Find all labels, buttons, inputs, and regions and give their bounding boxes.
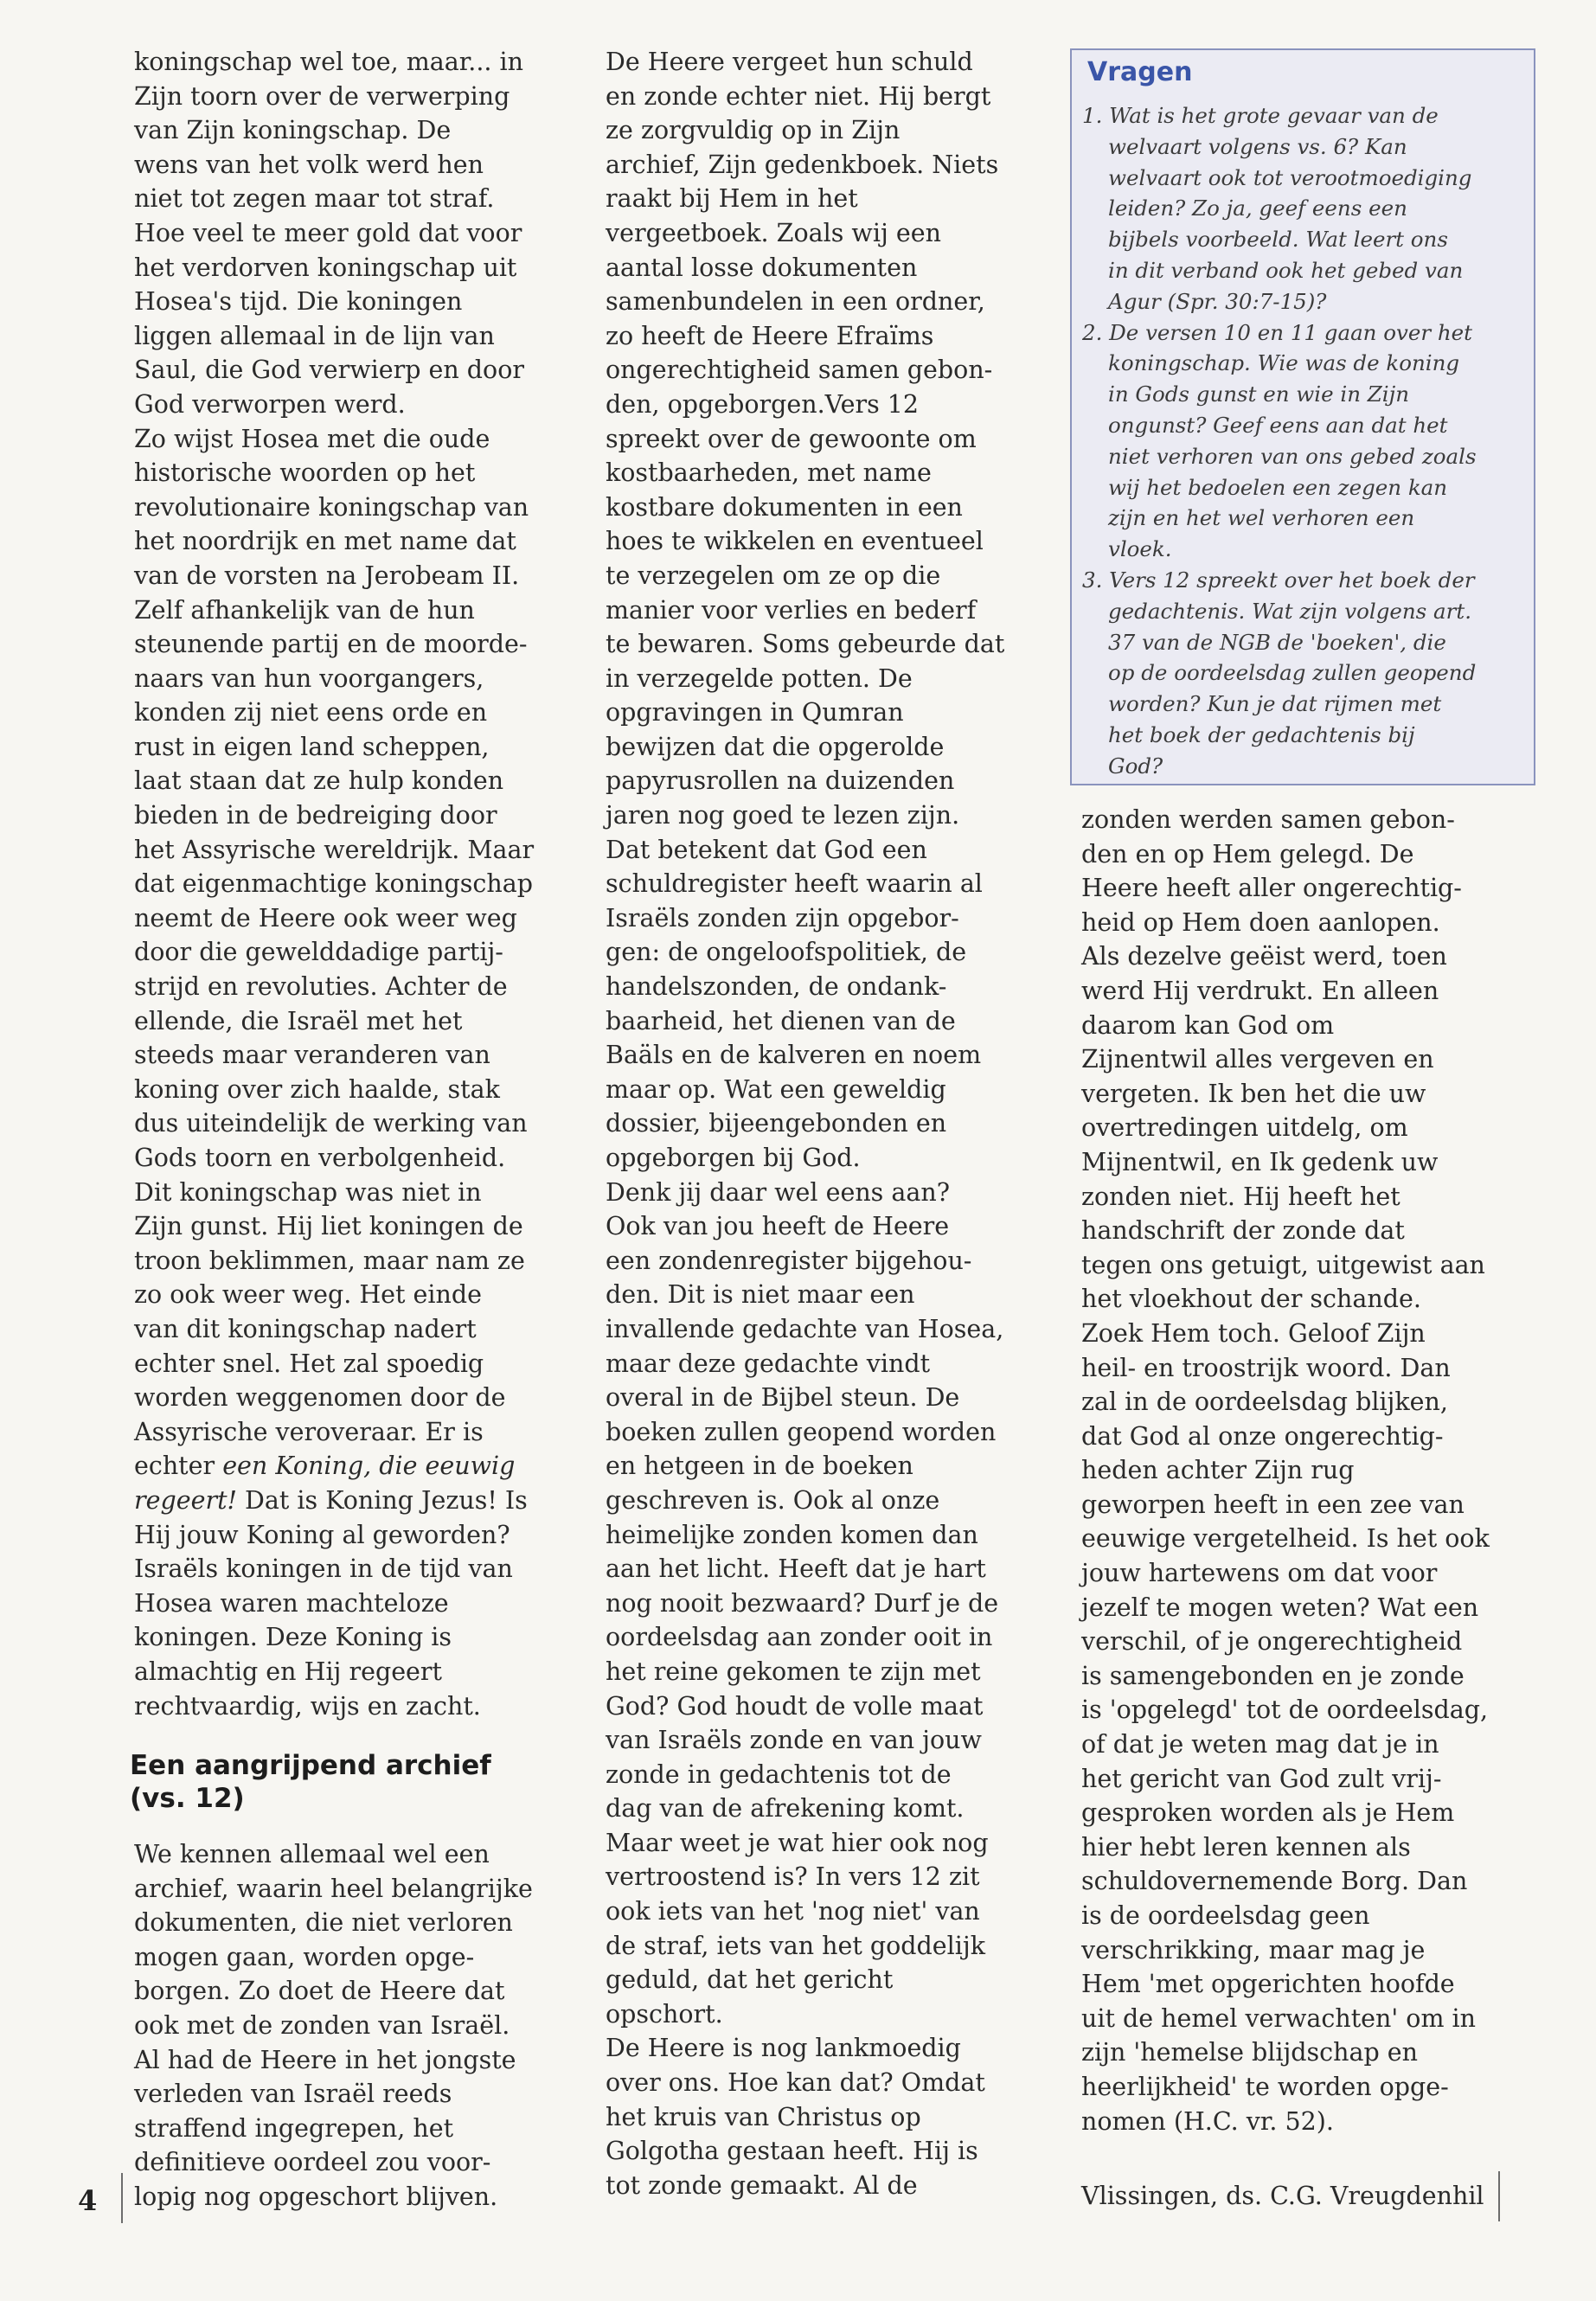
text-line: geschreven is. Ook al onze <box>606 1485 940 1515</box>
text-line: kostbare dokumenten in een <box>606 492 963 522</box>
text-line: niet verhoren van ons gebed zoals <box>1108 443 1477 469</box>
text-line: Heere heeft aller ongerechtig- <box>1081 874 1462 903</box>
text-line: Als dezelve geëist werd, toen <box>1081 942 1447 971</box>
text-line: het verdorven koningschap uit <box>134 253 517 282</box>
text-line: op de oordeelsdag zullen geopend <box>1108 660 1477 686</box>
text-line: schuldregister heeft waarin al <box>606 869 983 899</box>
text-line: dag van de afrekening komt. <box>606 1794 965 1823</box>
column-3 <box>1081 803 1531 2138</box>
text-line: ze zorgvuldig op in Zijn <box>606 116 901 145</box>
emphasis-text: een Koning, die eeuwig <box>222 1452 516 1481</box>
text-line: konden zij niet eens orde en <box>134 698 488 727</box>
text-line: spreekt over de gewoonte om <box>606 424 977 453</box>
text-line: revolutionaire koningschap van <box>134 492 529 522</box>
section-heading-verse: (vs. 12) <box>130 1783 245 1814</box>
text-line: Al had de Heere in het jongste <box>134 2045 516 2074</box>
section-heading-title: Een aangrijpend archief <box>130 1750 491 1781</box>
text-line: neemt de Heere ook weer weg <box>134 903 517 933</box>
text-line: ellende, die Israël met het <box>134 1006 463 1035</box>
section-heading <box>130 1749 491 1815</box>
text-line: Zijnentwil alles vergeven en <box>1081 1045 1434 1074</box>
text-line: straffend ingegrepen, het <box>134 2113 454 2143</box>
text-line: gen: de ongeloofspolitiek, de <box>606 938 967 967</box>
text-line: de straf, iets van het goddelijk <box>606 1931 985 1960</box>
text-line: Zoek Hem toch. Geloof Zijn <box>1081 1318 1426 1348</box>
text-line: van Zijn koningschap. De <box>134 116 452 145</box>
text-line: God? <box>1108 753 1163 779</box>
text-line: 2. De versen 10 en 11 gaan over het <box>1082 319 1472 345</box>
text-line: Saul, die God verwierp en door <box>134 356 524 385</box>
text-line: worden weggenomen door de <box>134 1383 506 1413</box>
text-line: steunende partij en de moorde- <box>134 630 528 659</box>
text-line: te verzegelen om ze op die <box>606 561 941 590</box>
text-line: archief, waarin heel belangrijke <box>134 1874 533 1903</box>
text-line <box>134 1449 567 1484</box>
text-line: Gods toorn en verbolgenheid. <box>134 1144 506 1172</box>
text-line: baarheid, het dienen van de <box>606 1006 956 1035</box>
text-line: dat eigenmachtige koningschap <box>134 869 533 899</box>
text-line: oordeelsdag aan zonder ooit in <box>606 1623 993 1652</box>
text-line: heil- en troostrijk woord. Dan <box>1081 1353 1451 1382</box>
text-line: opgravingen in Qumran <box>606 698 904 727</box>
text-line: God verworpen werd. <box>134 389 406 419</box>
text-line: zo ook weer weg. Het einde <box>134 1280 482 1310</box>
text-line: het gericht van God zult vrij- <box>1081 1764 1442 1793</box>
text-line: rust in eigen land scheppen, <box>134 732 490 761</box>
text-line: aantal losse dokumenten <box>606 253 918 282</box>
text-line: over ons. Hoe kan dat? Omdat <box>606 2068 985 2098</box>
text-line: overal in de Bijbel steun. De <box>606 1383 960 1413</box>
text-line: Assyrische veroveraar. Er is <box>134 1417 484 1446</box>
text-line: Agur (Spr. 30:7-15)? <box>1108 288 1327 314</box>
text-line: is de oordeelsdag geen <box>1081 1901 1370 1930</box>
text-line: ongunst? Geef eens aan dat het <box>1108 412 1448 438</box>
text-line: opschort. <box>606 1999 723 2029</box>
text-line: worden? Kun je dat rijmen met <box>1108 691 1442 717</box>
text-line: zijn en het wel verhoren een <box>1108 505 1415 531</box>
text-line: en hetgeen in de boeken <box>606 1452 913 1481</box>
text-line: 1. Wat is het grote gevaar van de <box>1082 103 1439 128</box>
text-line: Golgotha gestaan heeft. Hij is <box>606 2137 978 2166</box>
text-line: en zonde echter niet. Hij bergt <box>606 81 991 111</box>
text-line: te bewaren. Soms gebeurde dat <box>606 630 1005 659</box>
text-line: het noordrijk en met name dat <box>134 527 516 556</box>
text-line: Dit koningschap was niet in <box>134 1177 482 1207</box>
text-line: wij het bedoelen een zegen kan <box>1108 474 1448 500</box>
text-line: koningschap wel toe, maar... in <box>134 48 523 76</box>
text-line: ook iets van het 'nog niet' van <box>606 1897 980 1926</box>
text-line: troon beklimmen, maar nam ze <box>134 1246 525 1275</box>
text-line: bijbels voorbeeld. Wat leert ons <box>1108 227 1448 253</box>
questions-box <box>1070 48 1535 785</box>
text-line: verleden van Israël reeds <box>134 2080 452 2109</box>
text-line: hier hebt leren kennen als <box>1081 1832 1411 1862</box>
text-fragment: Dat is Koning Jezus! Is <box>237 1485 528 1515</box>
text-line: maar deze gedachte vindt <box>606 1349 931 1378</box>
text-line: leiden? Zo ja, geef eens een <box>1108 195 1407 221</box>
text-line: Zijn toorn over de verwerping <box>134 81 510 111</box>
text-line: We kennen allemaal wel een <box>134 1840 490 1868</box>
text-line: Israëls zonden zijn opgebor- <box>606 903 959 933</box>
text-line: schuldovernemende Borg. Dan <box>1081 1867 1468 1896</box>
text-line: heimelijke zonden komen dan <box>606 1520 978 1549</box>
column-1 <box>134 45 567 1723</box>
text-line: definitieve oordeel zou voor- <box>134 2148 491 2177</box>
text-line: steeds maar veranderen van <box>134 1041 490 1070</box>
text-line: gedachtenis. Wat zijn volgens art. <box>1108 598 1471 624</box>
text-line: is 'opgelegd' tot de oordeelsdag, <box>1081 1695 1488 1725</box>
text-line: werd Hij verdrukt. En alleen <box>1081 976 1439 1005</box>
text-line: jaren nog goed te lezen zijn. <box>606 801 960 830</box>
text-line: borgen. Zo doet de Heere dat <box>134 1977 505 2006</box>
text-line: van Israëls zonde en van jouw <box>606 1726 982 1755</box>
text-line: heid op Hem doen aanlopen. <box>1081 907 1440 937</box>
text-line: nog nooit bezwaard? Durf je de <box>606 1588 999 1618</box>
text-line: in verzegelde potten. De <box>606 663 913 693</box>
text-line: geduld, dat het gericht <box>606 1965 894 1995</box>
text-line: zal in de oordeelsdag blijken, <box>1081 1388 1448 1417</box>
text-line: wens van het volk werd hen <box>134 150 484 179</box>
text-line: Mijnentwil, en Ik gedenk uw <box>1081 1147 1439 1176</box>
text-line: in Gods gunst en wie in Zijn <box>1108 381 1410 407</box>
signature-rule <box>1498 2171 1500 2221</box>
text-line: den, opgeborgen.Vers 12 <box>606 389 920 419</box>
text-line: dokumenten, die niet verloren <box>134 1908 513 1938</box>
text-line: verschrikking, maar mag je <box>1081 1935 1426 1965</box>
text-line: koningschap. Wie was de koning <box>1108 350 1460 376</box>
text-line: in dit verband ook het gebed van <box>1108 257 1464 283</box>
text-line: hoes te wikkelen en eventueel <box>606 527 984 556</box>
text-line: Maar weet je wat hier ook nog <box>606 1828 989 1857</box>
text-line: Hosea waren machteloze <box>134 1588 449 1618</box>
emphasis-text: regeert! <box>134 1485 237 1515</box>
text-line: een zondenregister bijgehou- <box>606 1246 972 1275</box>
text-line: Hoe veel te meer gold dat voor <box>134 218 522 247</box>
text-line: Denk jij daar wel eens aan? <box>606 1177 950 1207</box>
text-line <box>134 1484 567 1518</box>
text-line: Israëls koningen in de tijd van <box>134 1554 513 1584</box>
text-line: welvaart volgens vs. 6? Kan <box>1108 133 1407 159</box>
text-line: bieden in de bedreiging door <box>134 801 497 830</box>
text-line: Hem 'met opgerichten hoofde <box>1081 1970 1455 1999</box>
text-line: handschrift der zonde dat <box>1081 1216 1405 1246</box>
text-line: tot zonde gemaakt. Al de <box>606 2170 918 2200</box>
text-line: Baäls en de kalveren en noem <box>606 1041 982 1070</box>
text-line: zijn 'hemelse blijdschap en <box>1081 2038 1419 2067</box>
page-number: 4 <box>78 2184 98 2217</box>
text-line: heerlijkheid' te worden opge- <box>1081 2072 1449 2101</box>
text-line: maar op. Wat een geweldig <box>606 1074 946 1104</box>
text-line: nomen (H.C. vr. 52). <box>1081 2106 1334 2136</box>
text-line: Zijn gunst. Hij liet koningen de <box>134 1212 523 1241</box>
text-line: geworpen heeft in een zee van <box>1081 1490 1465 1519</box>
text-line: invallende gedachte van Hosea, <box>606 1314 1004 1343</box>
text-line: aan het licht. Heeft dat je hart <box>606 1554 986 1584</box>
text-line: verschil, of je ongerechtigheid <box>1081 1627 1463 1657</box>
text-line: almachtig en Hij regeert <box>134 1657 442 1686</box>
page-number-rule <box>121 2173 123 2223</box>
text-line: van dit koningschap nadert <box>134 1314 477 1343</box>
text-line: liggen allemaal in de lijn van <box>134 321 495 350</box>
text-line: De Heere vergeet hun schuld <box>606 48 973 76</box>
text-line: dat God al onze ongerechtig- <box>1081 1421 1444 1451</box>
text-line: samenbundelen in een ordner, <box>606 287 985 317</box>
text-line: Ook van jou heeft de Heere <box>606 1212 950 1241</box>
text-line: 37 van de NGB de 'boeken', die <box>1108 629 1446 655</box>
text-line: van de vorsten na Jerobeam II. <box>134 561 520 590</box>
text-line: De Heere is nog lankmoedig <box>606 2034 961 2063</box>
text-line: koning over zich haalde, stak <box>134 1074 500 1104</box>
text-line: handelszonden, de ondank- <box>606 972 947 1002</box>
text-line: Dat betekent dat God een <box>606 835 927 864</box>
text-line: het kruis van Christus op <box>606 2102 921 2131</box>
questions-title: Vragen <box>1087 57 1193 87</box>
text-line: opgeborgen bij God. <box>606 1144 861 1172</box>
text-line: raakt bij Hem in het <box>606 184 858 214</box>
text-line: den en op Hem gelegd. De <box>1081 839 1414 868</box>
text-line: uit de hemel verwachten' om in <box>1081 2003 1477 2033</box>
questions-list <box>1082 100 1523 782</box>
text-line: Zo wijst Hosea met die oude <box>134 424 490 453</box>
text-line: het vloekhout der schande. <box>1081 1285 1421 1314</box>
text-line: ook met de zonden van Israël. <box>134 2010 510 2040</box>
text-line: echter snel. Het zal spoedig <box>134 1349 484 1378</box>
text-line: den. Dit is niet maar een <box>606 1280 915 1310</box>
text-line: eeuwige vergetelheid. Is het ook <box>1081 1524 1490 1554</box>
text-line: het reine gekomen te zijn met <box>606 1657 981 1686</box>
text-line: vergeten. Ik ben het die uw <box>1081 1079 1426 1108</box>
text-line: historische woorden op het <box>134 458 476 488</box>
text-line: het boek der gedachtenis bij <box>1108 721 1415 747</box>
text-line: dossier, bijeengebonden en <box>606 1109 947 1138</box>
text-line: manier voor verlies en bederf <box>606 595 977 625</box>
text-line: bewijzen dat die opgerolde <box>606 732 945 761</box>
text-line: Hosea's tijd. Die koningen <box>134 287 463 317</box>
text-line: papyrusrollen na duizenden <box>606 766 955 796</box>
text-line: vergeetboek. Zoals wij een <box>606 218 941 247</box>
column-2 <box>606 45 1038 2202</box>
text-line: het Assyrische wereldrijk. Maar <box>134 835 535 864</box>
text-line: Zelf afhankelijk van de hun <box>134 595 475 625</box>
text-line: zonden werden samen gebon- <box>1081 805 1455 834</box>
text-line: niet tot zegen maar tot straf. <box>134 184 495 214</box>
text-line: is samengebonden en je zonde <box>1081 1661 1465 1690</box>
text-line: zo heeft de Heere Efraïms <box>606 321 934 350</box>
text-line: koningen. Deze Koning is <box>134 1623 452 1652</box>
text-fragment: echter <box>134 1452 223 1481</box>
text-line: archief, Zijn gedenkboek. Niets <box>606 150 999 179</box>
text-line: lopig nog opgeschort blijven. <box>134 2182 498 2211</box>
text-line: zonde in gedachtenis tot de <box>606 1759 952 1789</box>
text-line: tegen ons getuigt, uitgewist aan <box>1081 1250 1485 1279</box>
text-line: welvaart ook tot verootmoediging <box>1108 164 1472 190</box>
author-signature: Vlissingen, ds. C.G. Vreugdenhil <box>1081 2182 1484 2210</box>
text-line: jezelf te mogen weten? Wat een <box>1081 1593 1479 1622</box>
text-line: naars van hun voorgangers, <box>134 663 484 693</box>
text-line: strijd en revoluties. Achter de <box>134 972 508 1002</box>
text-line: gesproken worden als je Hem <box>1081 1798 1455 1828</box>
text-line: boeken zullen geopend worden <box>606 1417 997 1446</box>
text-line: overtredingen uitdelg, om <box>1081 1113 1408 1143</box>
text-line: vertroostend is? In vers 12 zit <box>606 1862 980 1892</box>
text-line: door die gewelddadige partij- <box>134 938 503 967</box>
text-line: 3. Vers 12 spreekt over het boek der <box>1082 567 1475 593</box>
text-line: laat staan dat ze hulp konden <box>134 766 504 796</box>
text-line: zonden niet. Hij heeft het <box>1081 1182 1401 1211</box>
text-line: dus uiteindelijk de werking van <box>134 1109 528 1138</box>
text-line: kostbaarheden, met name <box>606 458 932 488</box>
text-line: vloek. <box>1108 536 1172 562</box>
text-line: of dat je weten mag dat je in <box>1081 1730 1439 1759</box>
text-line: God? God houdt de volle maat <box>606 1691 984 1721</box>
text-line: Hij jouw Koning al geworden? <box>134 1520 510 1549</box>
column-1-archive-text <box>134 1837 567 2214</box>
text-line: ongerechtigheid samen gebon- <box>606 356 993 385</box>
text-line: daarom kan God om <box>1081 1010 1335 1040</box>
text-line: rechtvaardig, wijs en zacht. <box>134 1691 481 1721</box>
text-line: jouw hartewens om dat voor <box>1081 1559 1438 1588</box>
text-line: heden achter Zijn rug <box>1081 1456 1355 1485</box>
text-line: mogen gaan, worden opge- <box>134 1942 475 1971</box>
